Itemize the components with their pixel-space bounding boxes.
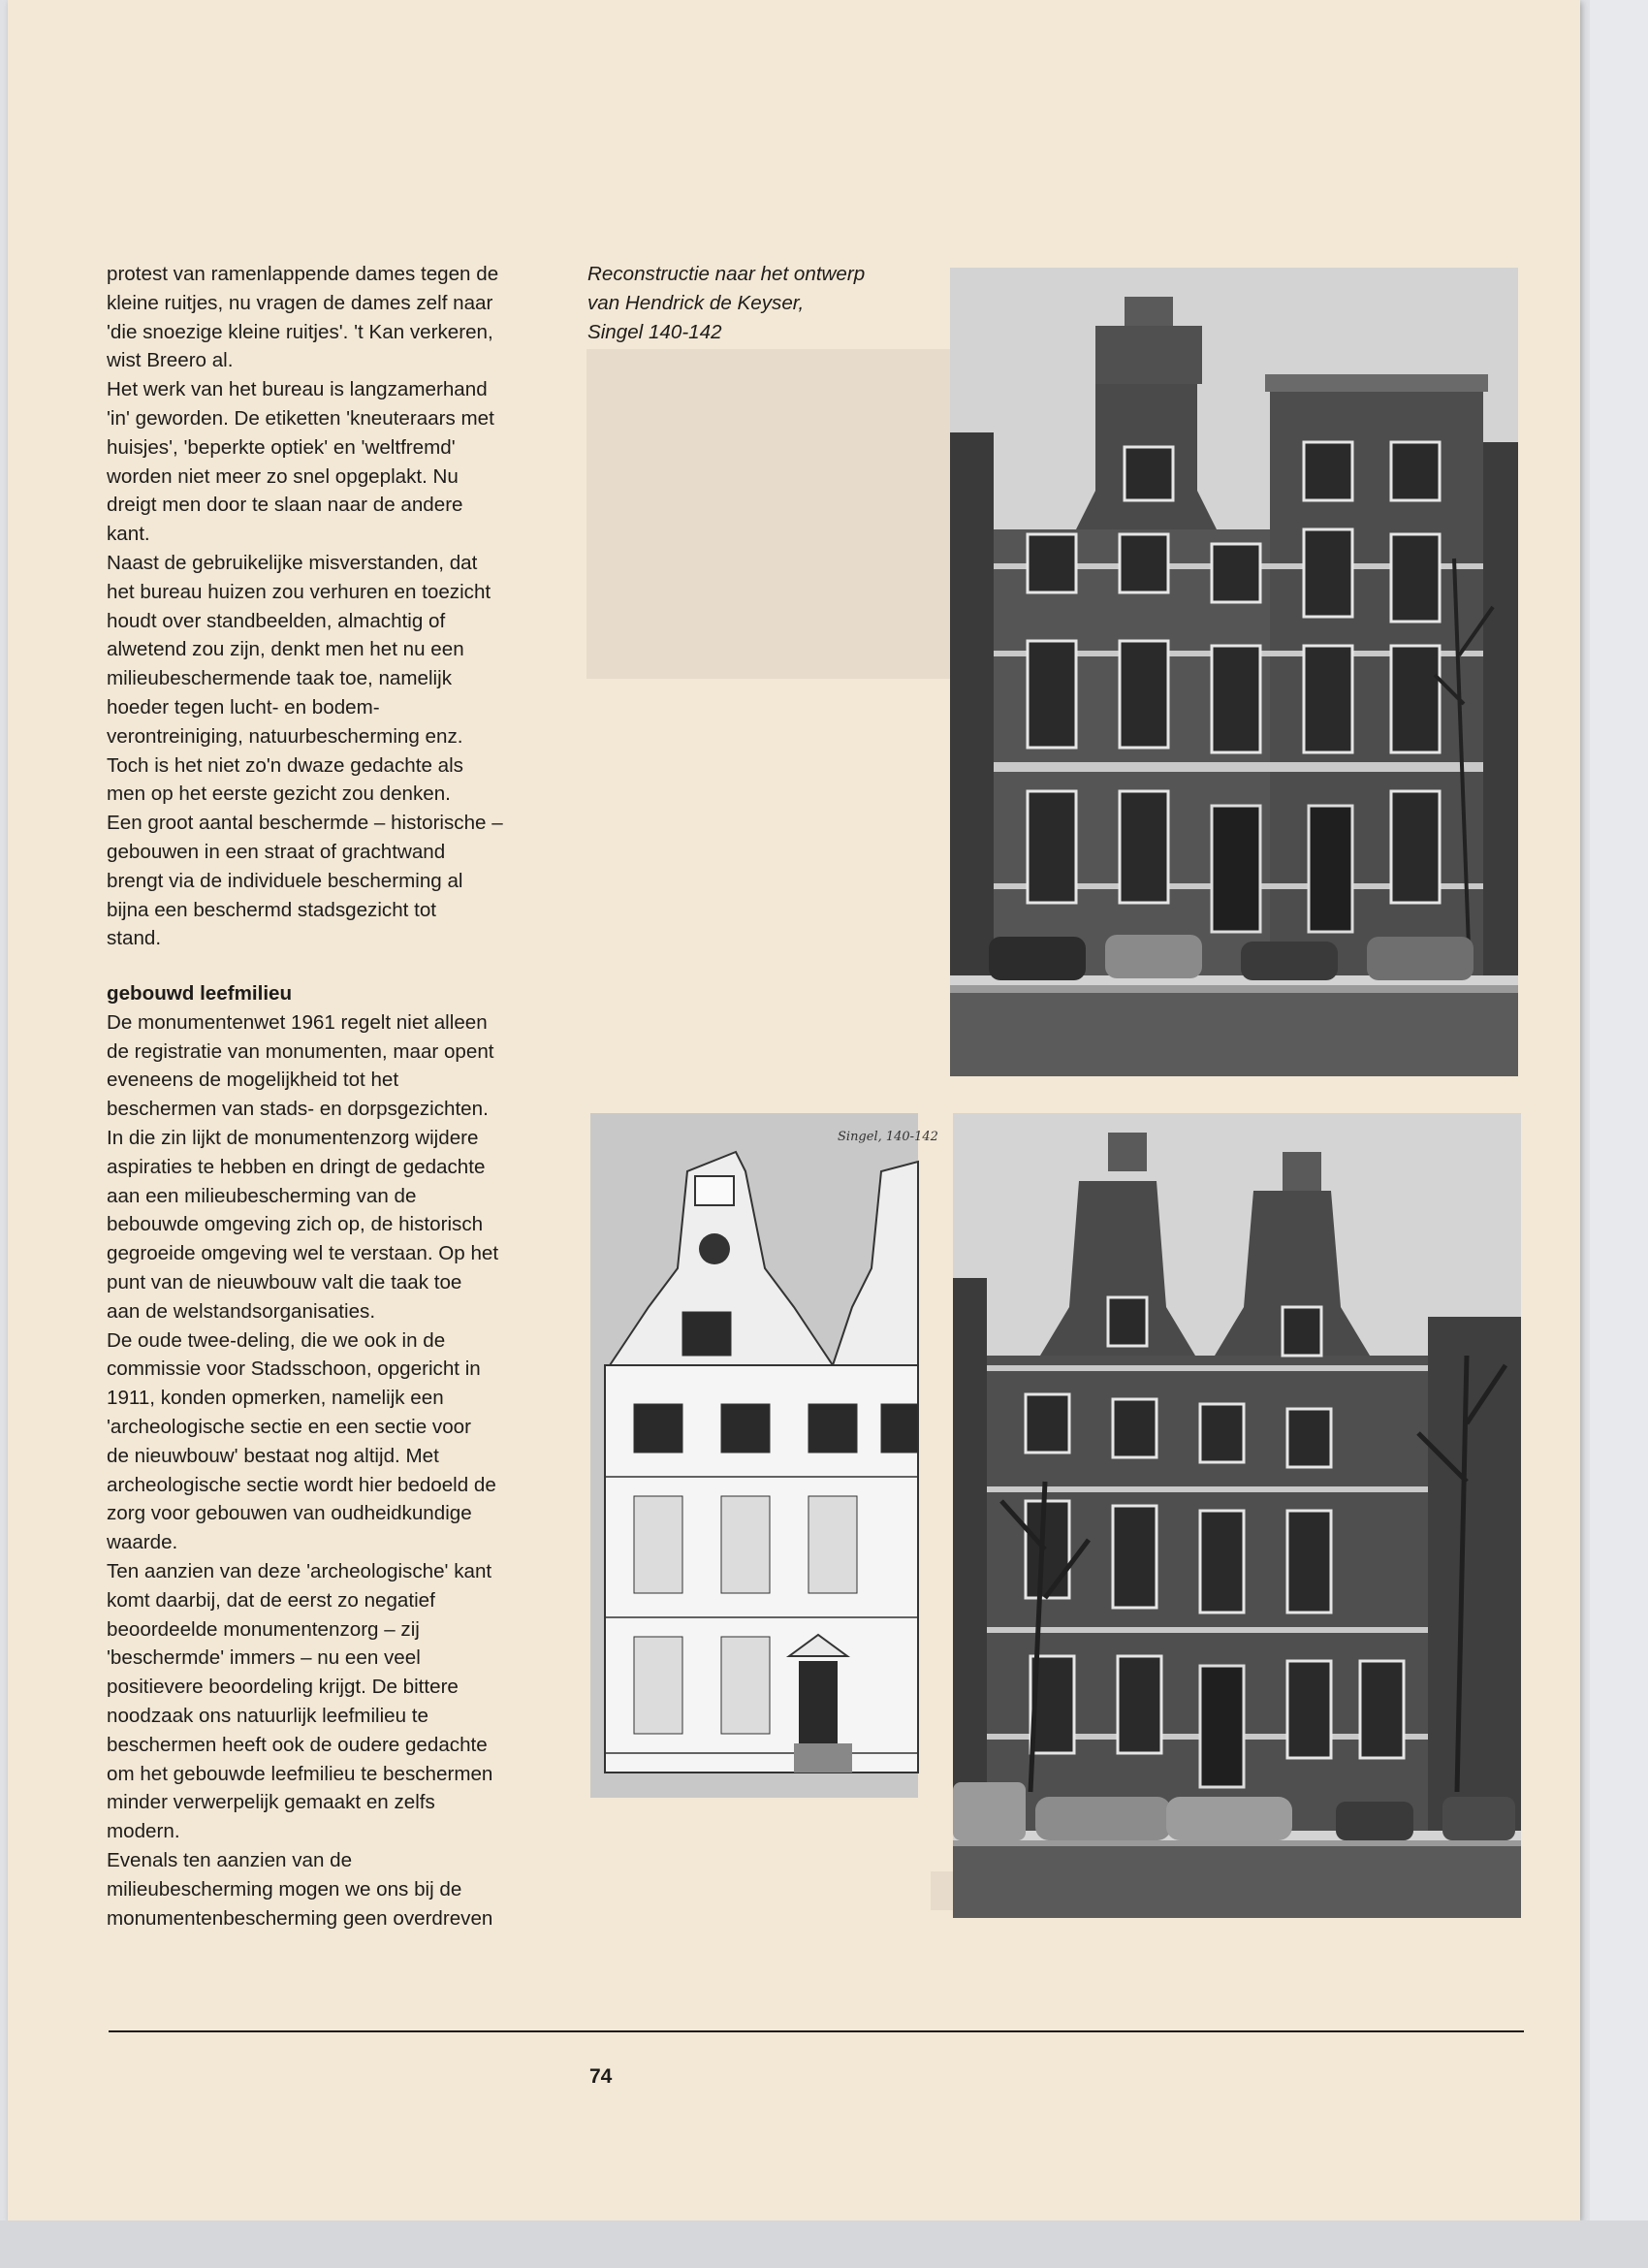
- text-line: aspiraties te hebben en dringt de gedachte: [107, 1155, 486, 1178]
- text-line: het bureau huizen zou verhuren en toezicht: [107, 580, 491, 603]
- text-line: beschermen van stads- en dorpsgezichten.: [107, 1098, 489, 1121]
- text-line: de registratie van monumenten, maar opent: [107, 1039, 494, 1063]
- text-line: worden niet meer zo snel opgeplakt. Nu: [107, 464, 459, 488]
- text-line: Evenals ten aanzien van de: [107, 1848, 353, 1871]
- drawing-handwritten-note: Singel, 140-142: [838, 1130, 938, 1144]
- text-line: 'archeologische sectie en een sectie voor: [107, 1415, 471, 1438]
- text-line: 'die snoezige kleine ruitjes'. 't Kan verkeren,: [107, 320, 493, 343]
- text-line: kleine ruitjes, nu vragen de dames zelf naar: [107, 291, 493, 314]
- text-line: commissie voor Stadsschoon, opgericht in: [107, 1358, 481, 1381]
- text-line: Toch is het niet zo'n dwaze gedachte als: [107, 753, 463, 777]
- text-line: dreigt men door te slaan naar de andere: [107, 494, 463, 517]
- text-line: waarde.: [107, 1531, 178, 1554]
- photo-singel-facade-current: [950, 268, 1518, 1076]
- text-line: De oude twee-deling, die we ook in de: [107, 1328, 446, 1352]
- text-line: alwetend zou zijn, denkt men het nu een: [107, 638, 464, 661]
- text-line: Het werk van het bureau is langzamerhand: [107, 378, 488, 401]
- text-line: zorg voor gebouwen van oudheidkundige: [107, 1502, 472, 1525]
- text-line: aan de welstandsorganisaties.: [107, 1299, 376, 1323]
- text-line: komt daarbij, dat de eerst zo negatief: [107, 1588, 435, 1612]
- facade-photo-illustration: [950, 268, 1518, 1076]
- text-line: huisjes', 'beperkte optiek' en 'weltfremd': [107, 435, 456, 459]
- text-line: positievere beoordeling krijgt. De bittere: [107, 1676, 459, 1699]
- text-line: 1911, konden opmerken, namelijk een: [107, 1387, 444, 1410]
- background-bottom: [0, 2220, 1648, 2268]
- text-line: gebouwen in een straat of grachtwand: [107, 840, 446, 863]
- text-line: stand.: [107, 927, 162, 950]
- text-line: modern.: [107, 1820, 180, 1843]
- text-line: men op het eerste gezicht zou denken.: [107, 783, 451, 806]
- caption-line: Singel 140-142: [587, 320, 722, 343]
- body-text-column-2: [107, 979, 562, 1933]
- text-line: bebouwde omgeving zich op, de historisch: [107, 1213, 484, 1236]
- footer-rule: [109, 2030, 1524, 2032]
- text-line: beoordeelde monumentenzorg – zij: [107, 1617, 420, 1641]
- text-line: De monumentenwet 1961 regelt niet alleen: [107, 1010, 488, 1034]
- text-line: protest van ramenlappende dames tegen de: [107, 263, 499, 285]
- text-line: 'in' geworden. De etiketten 'kneuteraars met: [107, 406, 494, 430]
- text-line: brengt via de individuele bescherming al: [107, 869, 463, 892]
- text-line: monumentenbescherming geen overdreven: [107, 1906, 493, 1930]
- bleed-through: [586, 349, 955, 679]
- reconstruction-drawing-illustration: [590, 1113, 938, 1798]
- text-line: gegroeide omgeving wel te verstaan. Op het: [107, 1242, 499, 1265]
- text-line: noodzaak ons natuurlijk leefmilieu te: [107, 1704, 428, 1727]
- section-heading: gebouwd leefmilieu: [107, 982, 293, 1005]
- text-line: In die zin lijkt de monumentenzorg wijdere: [107, 1126, 479, 1149]
- text-line: Een groot aantal beschermde – historische –: [107, 812, 503, 835]
- body-text-column-1: [107, 260, 562, 953]
- text-line: de nieuwbouw' bestaat nog altijd. Met: [107, 1444, 439, 1467]
- page-number: 74: [589, 2065, 613, 2088]
- photo-caption: [587, 260, 936, 346]
- caption-line: van Hendrick de Keyser,: [587, 291, 805, 314]
- text-line: punt van de nieuwbouw valt die taak toe: [107, 1270, 462, 1294]
- text-line: eveneens de mogelijkheid tot het: [107, 1069, 399, 1092]
- text-line: wist Breero al.: [107, 349, 234, 372]
- restored-facade-illustration: [953, 1113, 1521, 1918]
- drawing-facade-reconstruction: [590, 1113, 938, 1798]
- text-line: houdt over standbeelden, almachtig of: [107, 609, 446, 632]
- text-line: beschermen heeft ook de oudere gedachte: [107, 1733, 488, 1756]
- text-line: bijna een beschermd stadsgezicht tot: [107, 898, 436, 921]
- background-edge: [1590, 0, 1648, 2268]
- text-line: milieubeschermende taak toe, namelijk: [107, 667, 452, 690]
- text-line: 'beschermde' immers – nu een veel: [107, 1646, 421, 1670]
- text-line: minder verwerpelijk gemaakt en zelfs: [107, 1791, 435, 1814]
- text-line: milieubescherming mogen we ons bij de: [107, 1877, 462, 1901]
- text-line: Ten aanzien van deze 'archeologische' kant: [107, 1559, 492, 1582]
- caption-line: Reconstructie naar het ontwerp: [587, 263, 866, 285]
- text-line: aan een milieubescherming van de: [107, 1184, 417, 1207]
- photo-singel-facade-restored: [953, 1113, 1521, 1918]
- text-line: hoeder tegen lucht- en bodem-: [107, 695, 380, 719]
- text-line: Naast de gebruikelijke misverstanden, dat: [107, 551, 478, 574]
- text-line: verontreiniging, natuurbescherming enz.: [107, 724, 463, 748]
- text-line: om het gebouwde leefmilieu te beschermen: [107, 1762, 493, 1785]
- text-line: kant.: [107, 523, 150, 546]
- text-line: archeologische sectie wordt hier bedoeld de: [107, 1473, 496, 1496]
